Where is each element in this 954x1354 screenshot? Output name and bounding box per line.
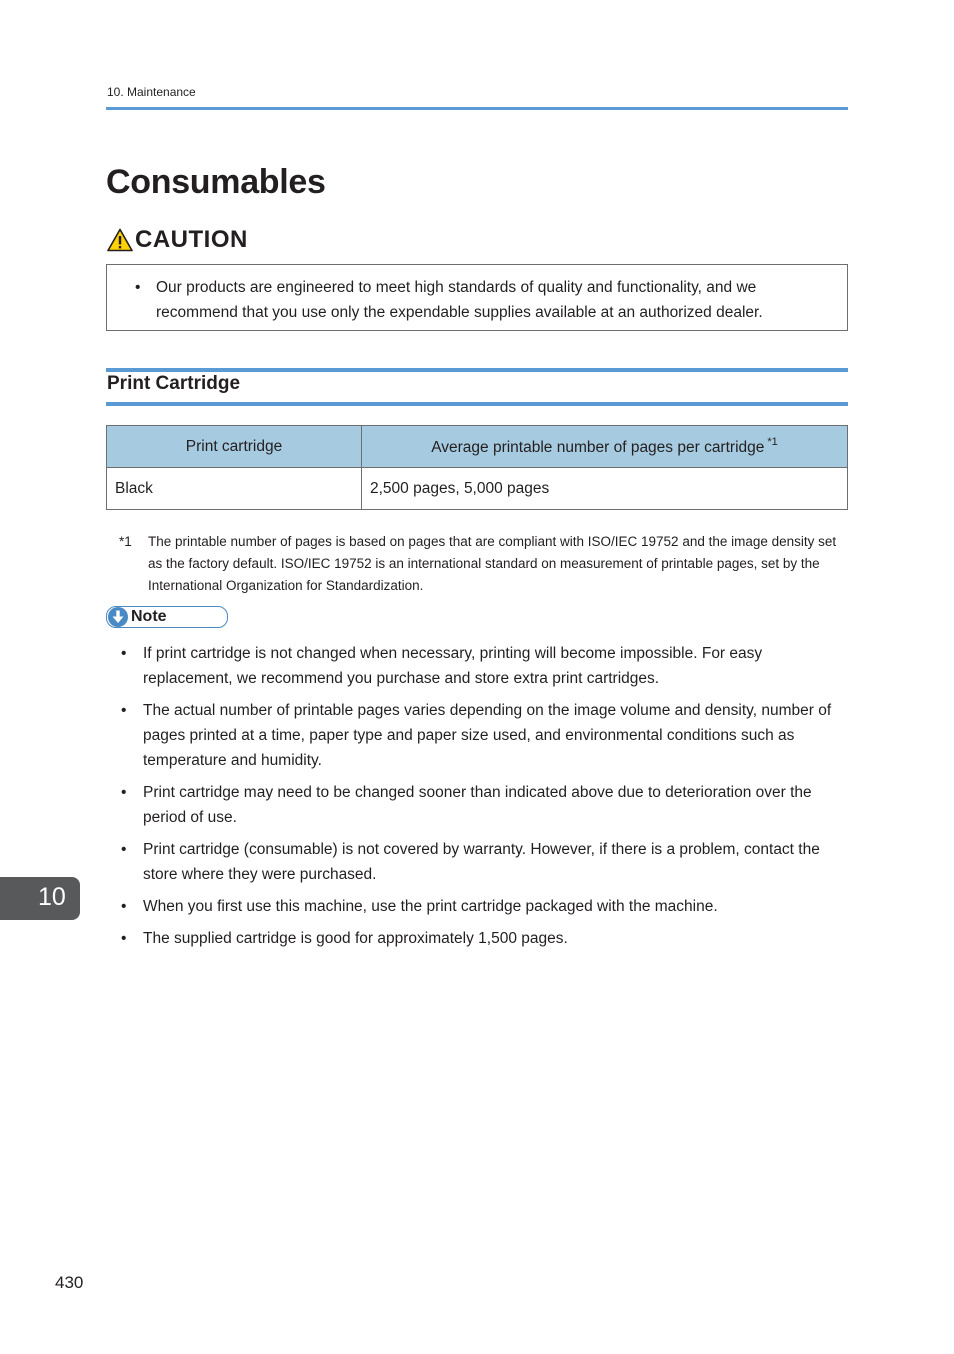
bullet: • bbox=[121, 702, 127, 719]
bullet: • bbox=[121, 841, 127, 858]
caution-label: CAUTION bbox=[135, 226, 248, 253]
section-top-rule bbox=[106, 368, 848, 372]
bullet: • bbox=[135, 279, 141, 296]
table-header-text: Average printable number of pages per cartridge bbox=[431, 439, 765, 456]
caution-list bbox=[135, 275, 835, 325]
warning-triangle-icon bbox=[107, 228, 133, 252]
note-item-text: The actual number of printable pages varies depending on the image volume and density, number of pages printed at a time, paper type and paper size used, and environmental conditions such as temperature and humidity. bbox=[143, 702, 832, 769]
bullet: • bbox=[121, 930, 127, 947]
running-header: 10. Maintenance bbox=[107, 85, 196, 99]
page-title: Consumables bbox=[106, 163, 326, 201]
section-bottom-rule bbox=[106, 402, 848, 406]
list-item bbox=[121, 894, 847, 919]
header-rule bbox=[106, 107, 848, 110]
section-title: Print Cartridge bbox=[107, 373, 241, 394]
list-item bbox=[121, 780, 847, 830]
table-cell: Black bbox=[107, 468, 362, 510]
note-item-text: Print cartridge (consumable) is not covered by warranty. However, if there is a problem, contact the store where they were purchased. bbox=[143, 841, 820, 883]
chapter-tab bbox=[0, 877, 80, 920]
note-item-text: If print cartridge is not changed when necessary, printing will become impossible. For easy replacement, we recommend you purchase and store extra print cartridges. bbox=[143, 645, 763, 687]
bullet: • bbox=[121, 645, 127, 662]
list-item bbox=[121, 641, 847, 691]
table-header-cell: Print cartridge bbox=[107, 426, 362, 468]
table-header-row bbox=[107, 426, 848, 468]
note-item-text: When you first use this machine, use the print cartridge packaged with the machine. bbox=[143, 898, 718, 915]
page-number: 430 bbox=[55, 1273, 84, 1292]
cartridge-table bbox=[106, 425, 848, 510]
caution-heading bbox=[107, 225, 248, 255]
caution-box bbox=[106, 264, 848, 331]
note-item-text: Print cartridge may need to be changed sooner than indicated above due to deterioration over the period of use. bbox=[143, 784, 812, 826]
note-label: Note bbox=[131, 608, 167, 625]
footnote-ref: *1 bbox=[767, 436, 778, 448]
note-list bbox=[121, 641, 847, 958]
table-header-cell bbox=[362, 426, 848, 468]
note-heading bbox=[106, 606, 228, 628]
note-item-text: The supplied cartridge is good for approximately 1,500 pages. bbox=[143, 930, 568, 947]
bullet: • bbox=[121, 898, 127, 915]
list-item bbox=[121, 698, 847, 773]
footnote-mark: *1 bbox=[119, 534, 132, 549]
footnote-text: The printable number of pages is based on pages that are compliant with ISO/IEC 19752 and the image density set as the factory default. ISO/IEC 19752 is an international standard on measurement of printable pages, set by the International Organization for Standardization. bbox=[148, 534, 837, 593]
bullet: • bbox=[121, 784, 127, 801]
caution-item bbox=[135, 275, 835, 325]
table-cell: 2,500 pages, 5,000 pages bbox=[362, 468, 848, 510]
chapter-number: 10 bbox=[38, 883, 66, 911]
list-item bbox=[121, 837, 847, 887]
list-item bbox=[121, 926, 847, 951]
down-arrow-circle-icon bbox=[108, 607, 128, 627]
caution-item-text: Our products are engineered to meet high standards of quality and functionality, and we recommend that you use only the expendable supplies available at an authorized dealer. bbox=[156, 279, 763, 321]
table-row bbox=[107, 468, 848, 510]
